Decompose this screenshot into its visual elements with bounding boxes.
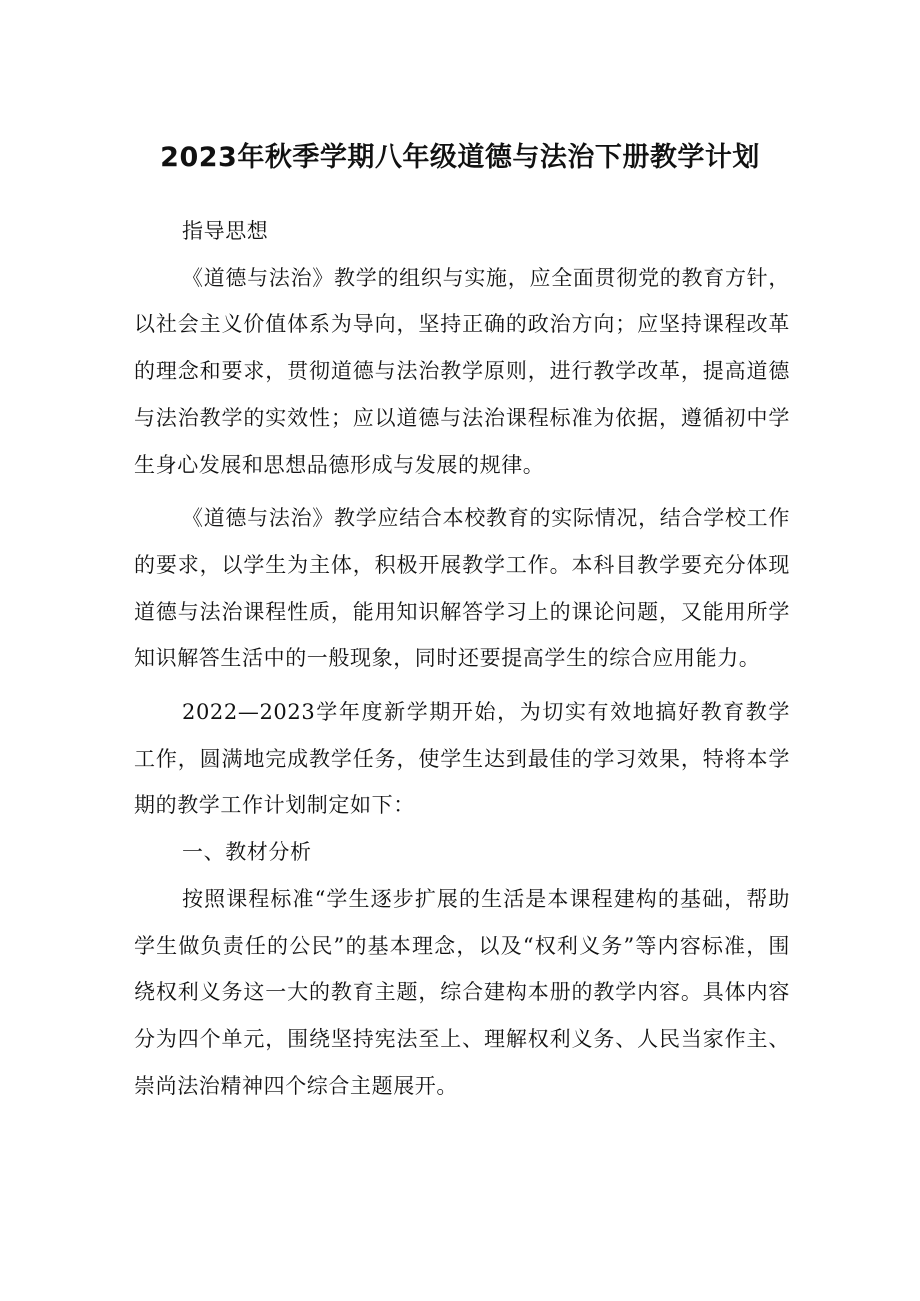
paragraph: 2022—2023学年度新学期开始，为切实有效地搞好教育教学工作，圆满地完成教学任务，使学生达到最佳的学习效果，特将本学期的教学工作计划制定如下： <box>134 700 790 818</box>
document-title: 2023年秋季学期八年级道德与法治下册教学计划 <box>160 142 760 174</box>
section-heading-textbook-analysis: 一、教材分析 <box>182 840 312 865</box>
document-body <box>134 208 790 1109</box>
paragraph: 《道德与法治》教学的组织与实施，应全面贯彻党的教育方针，以社会主义价值体系为导向，坚持正确的政治方向；应坚持课程改革的理念和要求，贯彻道德与法治教学原则，进行教学改革，提高道德与法治教学的实效性；应以道德与法治课程标准为依据，遵循初中学生身心发展和思想品德形成与发展的规律。 <box>134 265 790 477</box>
section-heading-guiding-ideology: 指导思想 <box>182 219 269 243</box>
paragraph: 按照课程标准“学生逐步扩展的生活是本课程建构的基础，帮助学生做负责任的公民”的基本理念，以及“权利义务”等内容标准，围绕权利义务这一大的教育主题，综合建构本册的教学内容。具体内容分为四个单元，围绕坚持宪法至上、理解权利义务、人民当家作主、崇尚法治精神四个综合主题展开。 <box>134 886 790 1098</box>
paragraph: 《道德与法治》教学应结合本校教育的实际情况，结合学校工作的要求，以学生为主体，积极开展教学工作。本科目教学要充分体现道德与法治课程性质，能用知识解答学习上的课论问题，又能用所学知识解答生活中的一般现象，同时还要提高学生的综合应用能力。 <box>134 506 790 671</box>
